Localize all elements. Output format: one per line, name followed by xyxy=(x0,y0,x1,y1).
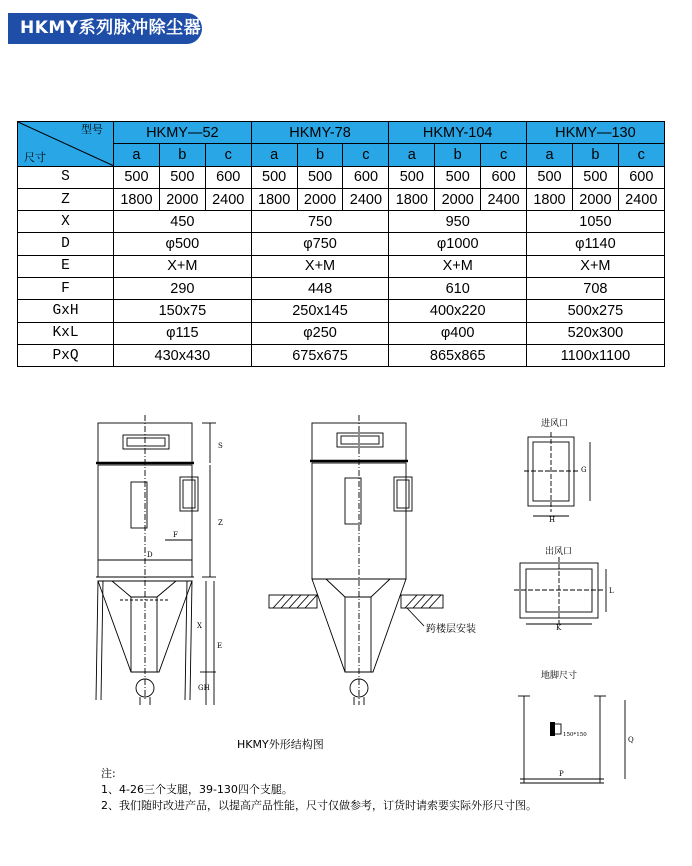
row-label: D xyxy=(18,233,114,255)
table-row xyxy=(18,322,665,344)
row-label: X xyxy=(18,211,114,233)
table-row xyxy=(18,188,665,210)
corner-model-label: 型号 xyxy=(81,124,103,136)
table-cell: X+M xyxy=(114,255,252,277)
install-label: 跨楼层安装 xyxy=(426,624,476,635)
variant-header: b xyxy=(297,144,343,166)
table-header-variants xyxy=(18,144,665,166)
dim-label-f: F xyxy=(173,531,178,539)
table-cell: 500x275 xyxy=(527,300,665,322)
variant-header: b xyxy=(159,144,205,166)
dim-label-p: P xyxy=(559,770,564,778)
table-cell: φ115 xyxy=(114,322,252,344)
model-header: HKMY-104 xyxy=(389,122,527,144)
table-cell: 1800 xyxy=(114,188,160,210)
dim-label-g: G xyxy=(581,466,587,474)
table-cell: 2400 xyxy=(343,188,389,210)
variant-header: b xyxy=(435,144,481,166)
row-label: F xyxy=(18,278,114,300)
dust-collector-floor-mount xyxy=(269,415,443,705)
variant-header: a xyxy=(251,144,297,166)
table-header-models xyxy=(18,122,665,144)
dim-label-q: Q xyxy=(628,736,634,744)
table-cell: 2400 xyxy=(205,188,251,210)
table-row xyxy=(18,278,665,300)
table-cell: 708 xyxy=(527,278,665,300)
table-cell: 2000 xyxy=(572,188,618,210)
notes-heading: 注: xyxy=(101,767,116,780)
outlet-label: 出风口 xyxy=(545,547,573,557)
foot-size-label: 150*150 xyxy=(563,732,587,738)
table-cell: φ250 xyxy=(251,322,389,344)
table-row xyxy=(18,233,665,255)
row-label: GxH xyxy=(18,300,114,322)
variant-header: a xyxy=(389,144,435,166)
row-label: KxL xyxy=(18,322,114,344)
model-header: HKMY—52 xyxy=(114,122,252,144)
outlet-detail xyxy=(514,557,606,624)
foot-label: 地脚尺寸 xyxy=(541,671,578,681)
table-cell: 520x300 xyxy=(527,322,665,344)
table-cell: 500 xyxy=(114,166,160,188)
table-cell: 600 xyxy=(205,166,251,188)
table-cell: 250x145 xyxy=(251,300,389,322)
row-label: S xyxy=(18,166,114,188)
variant-header: a xyxy=(527,144,573,166)
table-cell: 2000 xyxy=(435,188,481,210)
table-cell: 500 xyxy=(389,166,435,188)
inlet-label: 进风口 xyxy=(541,419,569,429)
table-cell: φ1000 xyxy=(389,233,527,255)
table-cell: 500 xyxy=(251,166,297,188)
table-cell: 750 xyxy=(251,211,389,233)
table-cell: φ1140 xyxy=(527,233,665,255)
dim-label-e: E xyxy=(217,642,223,650)
table-cell: 600 xyxy=(481,166,527,188)
table-cell: φ500 xyxy=(114,233,252,255)
table-cell: 610 xyxy=(389,278,527,300)
figure-caption: HKMY外形结构图 xyxy=(237,738,324,751)
table-cell: 1100x1100 xyxy=(527,344,665,366)
table-cell: 448 xyxy=(251,278,389,300)
table-cell: φ750 xyxy=(251,233,389,255)
table-cell: X+M xyxy=(251,255,389,277)
table-cell: 865x865 xyxy=(389,344,527,366)
table-cell: 450 xyxy=(114,211,252,233)
table-row xyxy=(18,344,665,366)
table-cell: X+M xyxy=(527,255,665,277)
corner-size-label: 尺寸 xyxy=(24,151,46,164)
table-cell: 290 xyxy=(114,278,252,300)
table-row xyxy=(18,300,665,322)
table-cell: 1050 xyxy=(527,211,665,233)
dust-collector-legged xyxy=(96,415,216,705)
table-cell: 500 xyxy=(572,166,618,188)
table-cell: 2000 xyxy=(297,188,343,210)
table-cell: 150x75 xyxy=(114,300,252,322)
model-header: HKMY—130 xyxy=(527,122,665,144)
variant-header: c xyxy=(343,144,389,166)
dim-label-z: Z xyxy=(218,519,223,527)
table-row xyxy=(18,166,665,188)
row-label: Z xyxy=(18,188,114,210)
variant-header: c xyxy=(481,144,527,166)
table-cell: 430x430 xyxy=(114,344,252,366)
table-cell: X+M xyxy=(389,255,527,277)
notes-line-1: 1、4-26三个支腿，39-130四个支腿。 xyxy=(101,783,293,796)
table-cell: 1800 xyxy=(527,188,573,210)
variant-header: a xyxy=(114,144,160,166)
variant-header: b xyxy=(572,144,618,166)
inlet-detail xyxy=(524,432,590,516)
dim-label-l: L xyxy=(609,587,614,595)
table-cell: 675x675 xyxy=(251,344,389,366)
notes xyxy=(101,766,537,814)
row-label: PxQ xyxy=(18,344,114,366)
table-cell: 500 xyxy=(435,166,481,188)
table-cell: 2000 xyxy=(159,188,205,210)
table-cell: φ400 xyxy=(389,322,527,344)
dim-label-x: X xyxy=(197,622,202,630)
dim-label-s: S xyxy=(218,442,223,450)
table-cell: 2400 xyxy=(618,188,664,210)
model-header: HKMY-78 xyxy=(251,122,389,144)
dim-label-d: D xyxy=(147,551,153,559)
variant-header: c xyxy=(205,144,251,166)
table-cell: 950 xyxy=(389,211,527,233)
dim-label-k: K xyxy=(556,624,562,632)
table-cell: 1800 xyxy=(389,188,435,210)
page-title: HKMY系列脉冲除尘器 xyxy=(8,13,202,44)
table-cell: 400x220 xyxy=(389,300,527,322)
table-row xyxy=(18,255,665,277)
variant-header: c xyxy=(618,144,664,166)
table-cell: 2400 xyxy=(481,188,527,210)
table-cell: 500 xyxy=(159,166,205,188)
table-cell: 600 xyxy=(618,166,664,188)
table-corner xyxy=(18,122,114,167)
table-cell: 500 xyxy=(297,166,343,188)
table-cell: 600 xyxy=(343,166,389,188)
table-cell: 500 xyxy=(527,166,573,188)
dim-label-gh: GH xyxy=(198,684,210,692)
table-row xyxy=(18,211,665,233)
row-label: E xyxy=(18,255,114,277)
table-cell: 1800 xyxy=(251,188,297,210)
notes-line-2: 2、我们随时改进产品，以提高产品性能，尺寸仅做参考，订货时请索要实际外形尺寸图。 xyxy=(101,799,537,812)
spec-table xyxy=(17,121,665,367)
dim-label-h: H xyxy=(549,516,556,524)
